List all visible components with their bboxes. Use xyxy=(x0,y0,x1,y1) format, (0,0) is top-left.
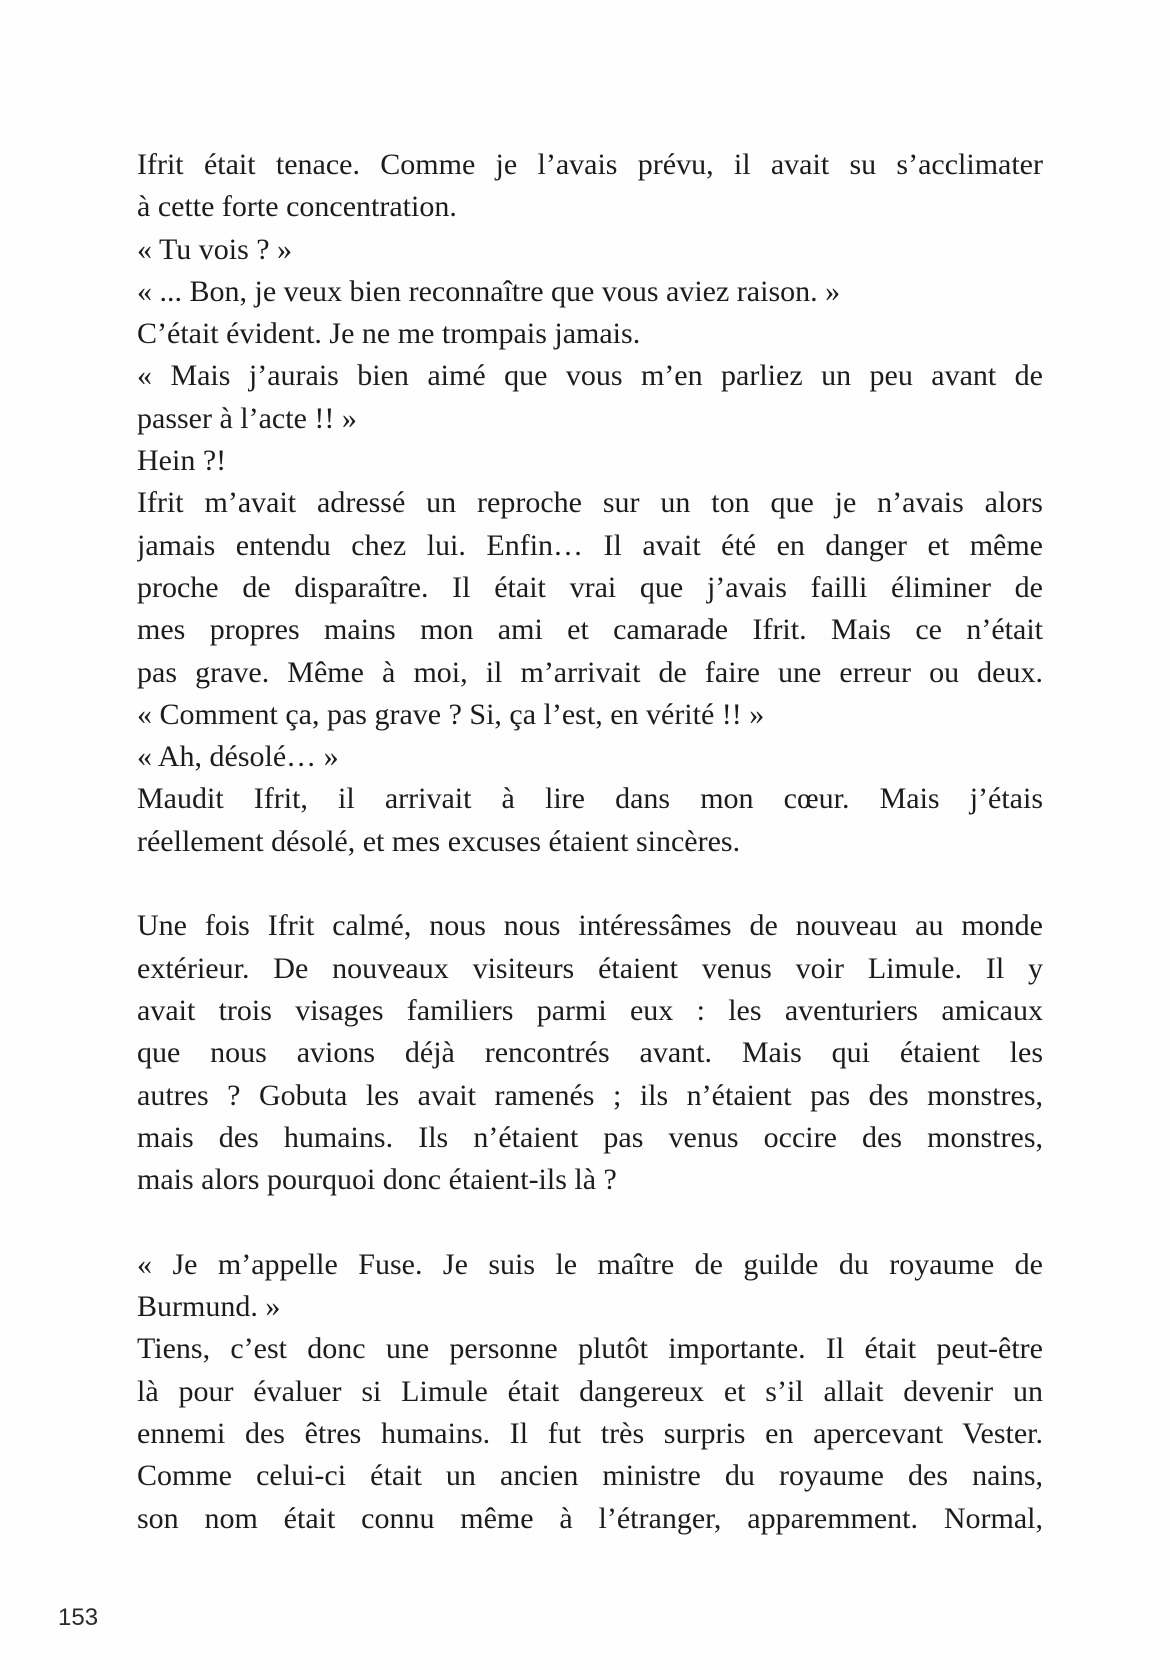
text-line: mais des humains. Ils n’étaient pas venus occire des monstres, xyxy=(137,1120,1043,1154)
text-line: « Comment ça, pas grave ? Si, ça l’est, en vérité !! » xyxy=(137,697,765,731)
text-line: Tiens, c’est donc une personne plutôt importante. Il était peut-être xyxy=(137,1332,1043,1366)
text-line: Ifrit était tenace. Comme je l’avais prévu, il avait su s’acclimater xyxy=(137,148,1043,181)
text-line: avait trois visages familiers parmi eux : les aventuriers amicaux xyxy=(137,993,1043,1027)
text-line: « Mais j’aurais bien aimé que vous m’en parliez un peu avant de xyxy=(137,359,1043,393)
text-line: passer à l’acte !! » xyxy=(137,401,357,435)
text-line: proche de disparaître. Il était vrai que j’avais failli éliminer de xyxy=(137,570,1043,604)
paragraph-break xyxy=(137,1201,1043,1243)
text-line: Ifrit m’avait adressé un reproche sur un ton que je n’avais alors xyxy=(137,486,1043,520)
text-line: « ... Bon, je veux bien reconnaître que vous aviez raison. » xyxy=(137,274,841,308)
text-line: ennemi des êtres humains. Il fut très surpris en apercevant Vester. xyxy=(137,1416,1043,1450)
text-line: autres ? Gobuta les avait ramenés ; ils n’étaient pas des monstres, xyxy=(137,1078,1043,1112)
text-line: Burmund. » xyxy=(137,1290,281,1324)
text-line: C’était évident. Je ne me trompais jamais. xyxy=(137,317,641,351)
text-line: Comme celui-ci était un ancien ministre du royaume des nains, xyxy=(137,1459,1043,1493)
text-line: que nous avions déjà rencontrés avant. Mais qui étaient les xyxy=(137,1036,1043,1070)
paragraph-break xyxy=(137,863,1043,905)
page-number: 153 xyxy=(58,1604,99,1631)
text-line: « Ah, désolé… » xyxy=(137,740,339,774)
text-line: jamais entendu chez lui. Enfin… Il avait été en danger et même xyxy=(137,528,1043,562)
text-line: son nom était connu même à l’étranger, apparemment. Normal, xyxy=(137,1501,1043,1535)
text-line: là pour évaluer si Limule était dangereux et s’il allait devenir un xyxy=(137,1374,1043,1408)
body-text xyxy=(137,144,1043,1540)
text-line: « Tu vois ? » xyxy=(137,232,293,266)
text-line: « Je m’appelle Fuse. Je suis le maître de guilde du royaume de xyxy=(137,1247,1043,1281)
text-line: Maudit Ifrit, il arrivait à lire dans mon cœur. Mais j’étais xyxy=(137,782,1043,816)
text-line: Hein ?! xyxy=(137,444,227,478)
text-line: réellement désolé, et mes excuses étaient sincères. xyxy=(137,824,741,858)
text-line: extérieur. De nouveaux visiteurs étaient venus voir Limule. Il y xyxy=(137,951,1043,985)
text-line: pas grave. Même à moi, il m’arrivait de faire une erreur ou deux. xyxy=(137,655,1043,689)
text-line: Une fois Ifrit calmé, nous nous intéressâmes de nouveau au monde xyxy=(137,909,1043,943)
text-line: à cette forte concentration. xyxy=(137,190,457,224)
text-line: mais alors pourquoi donc étaient-ils là ? xyxy=(137,1163,617,1197)
text-line: mes propres mains mon ami et camarade Ifrit. Mais ce n’était xyxy=(137,613,1043,647)
